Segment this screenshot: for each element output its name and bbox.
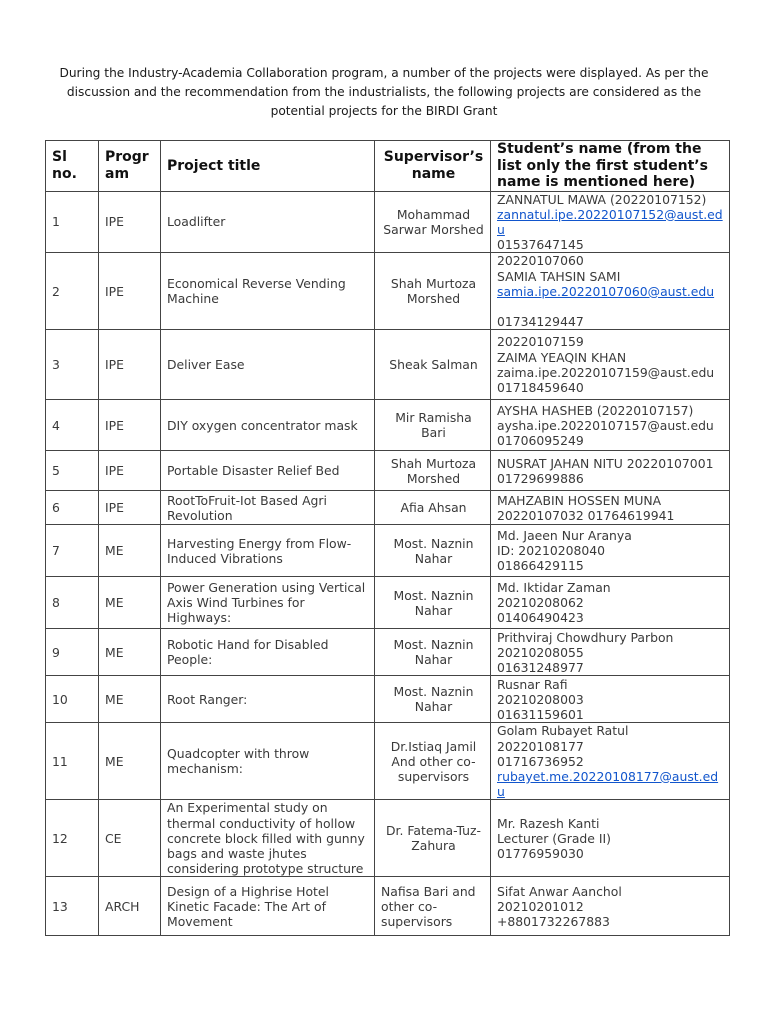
student-name: SAMIA TAHSIN SAMI: [497, 268, 621, 284]
cell-sl: 7: [46, 525, 99, 577]
student-phone: 01866429115: [497, 558, 584, 574]
cell-supervisor: Mohammad Sarwar Morshed: [375, 191, 491, 253]
cell-title: Quadcopter with throw mechanism:: [161, 723, 375, 800]
header-student: Student’s name (from the list only the first student’s name is mentioned here): [491, 141, 730, 192]
cell-program: ME: [99, 676, 161, 723]
table-row: [46, 400, 730, 451]
cell-student: [491, 629, 730, 676]
cell-supervisor: Mir Ramisha Bari: [375, 400, 491, 451]
student-phone: +8801732267883: [497, 913, 610, 929]
cell-program: ME: [99, 723, 161, 800]
table-row: [46, 723, 730, 800]
student-name: Golam Rubayet Ratul: [497, 723, 629, 739]
student-id: 20210208003: [497, 691, 584, 707]
student-email: zaima.ipe.20220107159@aust.edu: [497, 364, 715, 380]
cell-student: [491, 525, 730, 577]
cell-student: [491, 400, 730, 451]
table-row: [46, 877, 730, 936]
student-phone: 01631159601: [497, 706, 584, 722]
cell-sl: 4: [46, 400, 99, 451]
cell-title: Robotic Hand for Disabled People:: [161, 629, 375, 676]
header-title: Project title: [161, 141, 375, 192]
student-id-phone: 20220107032 01764619941: [497, 507, 675, 523]
table-row: [46, 800, 730, 877]
student-id: 20210208055: [497, 644, 584, 660]
table-header-row: [46, 141, 730, 192]
cell-sl: 12: [46, 800, 99, 877]
table-row: [46, 676, 730, 723]
cell-student: [491, 877, 730, 936]
student-name: Rusnar Rafi: [497, 676, 568, 692]
cell-student: [491, 491, 730, 525]
cell-program: ARCH: [99, 877, 161, 936]
cell-sl: 1: [46, 191, 99, 253]
cell-supervisor: Shah Murtoza Morshed: [375, 253, 491, 330]
student-name: Md. Jaeen Nur Aranya: [497, 528, 632, 543]
cell-supervisor: Most. Naznin Nahar: [375, 629, 491, 676]
cell-supervisor: Shah Murtoza Morshed: [375, 451, 491, 491]
student-name: MAHZABIN HOSSEN MUNA: [497, 492, 662, 508]
cell-program: IPE: [99, 451, 161, 491]
cell-title: Loadlifter: [161, 191, 375, 253]
cell-sl: 11: [46, 723, 99, 800]
student-phone: 01734129447: [497, 314, 584, 330]
student-id: 20220108177: [497, 738, 584, 754]
cell-title: RootToFruit-Iot Based Agri Revolution: [161, 491, 375, 525]
cell-supervisor: Dr.Istiaq Jamil And other co-supervisors: [375, 723, 491, 800]
student-name-id: NUSRAT JAHAN NITU 20220107001: [497, 455, 714, 471]
cell-sl: 10: [46, 676, 99, 723]
table-row: [46, 330, 730, 400]
student-email-link[interactable]: rubayet.me.20220108177@aust.edu: [497, 768, 719, 800]
cell-student: [491, 253, 730, 330]
cell-sl: 13: [46, 877, 99, 936]
cell-supervisor: Dr. Fatema-Tuz-Zahura: [375, 800, 491, 877]
cell-title: Root Ranger:: [161, 676, 375, 723]
projects-table: [45, 140, 730, 936]
student-email: aysha.ipe.20220107157@aust.edu: [497, 417, 714, 433]
table-row: [46, 451, 730, 491]
student-phone: 01776959030: [497, 845, 584, 861]
student-email-link[interactable]: zannatul.ipe.20220107152@aust.edu: [497, 206, 723, 237]
student-designation: Lecturer (Grade II): [497, 830, 612, 846]
student-name: Prithviraj Chowdhury Parbon: [497, 629, 674, 645]
student-phone: 01729699886: [497, 470, 584, 486]
student-name: Mr. Razesh Kanti: [497, 815, 600, 831]
cell-sl: 3: [46, 330, 99, 400]
cell-program: ME: [99, 577, 161, 629]
cell-program: ME: [99, 525, 161, 577]
cell-student: [491, 330, 730, 400]
student-id: 20220107159: [497, 334, 584, 350]
cell-title: DIY oxygen concentrator mask: [161, 400, 375, 451]
table-row: [46, 491, 730, 525]
intro-paragraph: During the Industry-Academia Collaboration program, a number of the projects were displayed. As per the discussion and the recommendation from the industrialists, the following projects are considered as the potential projects for the BIRDI Grant: [59, 66, 709, 118]
table-row: [46, 577, 730, 629]
cell-program: CE: [99, 800, 161, 877]
cell-supervisor: Most. Naznin Nahar: [375, 525, 491, 577]
student-phone: 01406490423: [497, 610, 584, 626]
cell-title: Portable Disaster Relief Bed: [161, 451, 375, 491]
header-program: Progr am: [99, 141, 161, 192]
cell-program: IPE: [99, 253, 161, 330]
student-phone: 01537647145: [497, 237, 584, 253]
cell-student: [491, 191, 730, 253]
student-phone: 01706095249: [497, 432, 584, 448]
cell-student: [491, 723, 730, 800]
cell-sl: 5: [46, 451, 99, 491]
cell-supervisor: Sheak Salman: [375, 330, 491, 400]
cell-supervisor: Most. Naznin Nahar: [375, 577, 491, 629]
header-sl: Sl no.: [46, 141, 99, 192]
cell-program: IPE: [99, 491, 161, 525]
cell-student: [491, 676, 730, 723]
blank-line: [497, 299, 725, 314]
table-row: [46, 191, 730, 253]
cell-supervisor: Afia Ahsan: [375, 491, 491, 525]
student-id: 20210208062: [497, 595, 584, 611]
cell-program: IPE: [99, 400, 161, 451]
cell-title: Power Generation using Vertical Axis Wind Turbines for Highways:: [161, 577, 375, 629]
student-id: 20210201012: [497, 898, 584, 914]
table-row: [46, 525, 730, 577]
student-email-link[interactable]: samia.ipe.20220107060@aust.edu: [497, 283, 715, 299]
cell-title: Economical Reverse Vending Machine: [161, 253, 375, 330]
header-supervisor: Supervisor’s name: [375, 141, 491, 192]
cell-supervisor: Most. Naznin Nahar: [375, 676, 491, 723]
student-name: ZAIMA YEAQIN KHAN: [497, 349, 627, 365]
cell-student: [491, 577, 730, 629]
student-phone: 01631248977: [497, 659, 584, 675]
cell-title: Harvesting Energy from Flow-Induced Vibrations: [161, 525, 375, 577]
student-id: 20220107060: [497, 253, 584, 269]
student-id: ID: 20210208040: [497, 543, 606, 559]
student-name: ZANNATUL MAWA (20220107152): [497, 191, 707, 207]
cell-program: ME: [99, 629, 161, 676]
cell-supervisor: Nafisa Bari and other co-supervisors: [375, 877, 491, 936]
student-phone: 01716736952: [497, 753, 584, 769]
student-phone: 01718459640: [497, 380, 584, 396]
table-row: [46, 253, 730, 330]
cell-student: [491, 800, 730, 877]
table-row: [46, 629, 730, 676]
student-name: Sifat Anwar Aanchol: [497, 883, 622, 899]
cell-title: An Experimental study on thermal conductivity of hollow concrete block filled with gunny bags and waste jhutes considering prototype structure: [161, 800, 375, 877]
cell-sl: 8: [46, 577, 99, 629]
cell-program: IPE: [99, 330, 161, 400]
cell-sl: 9: [46, 629, 99, 676]
cell-title: Design of a Highrise Hotel Kinetic Facade: The Art of Movement: [161, 877, 375, 936]
cell-student: [491, 451, 730, 491]
student-name: Md. Iktidar Zaman: [497, 580, 611, 595]
cell-sl: 2: [46, 253, 99, 330]
cell-program: IPE: [99, 191, 161, 253]
cell-sl: 6: [46, 491, 99, 525]
cell-title: Deliver Ease: [161, 330, 375, 400]
student-name: AYSHA HASHEB (20220107157): [497, 402, 694, 418]
